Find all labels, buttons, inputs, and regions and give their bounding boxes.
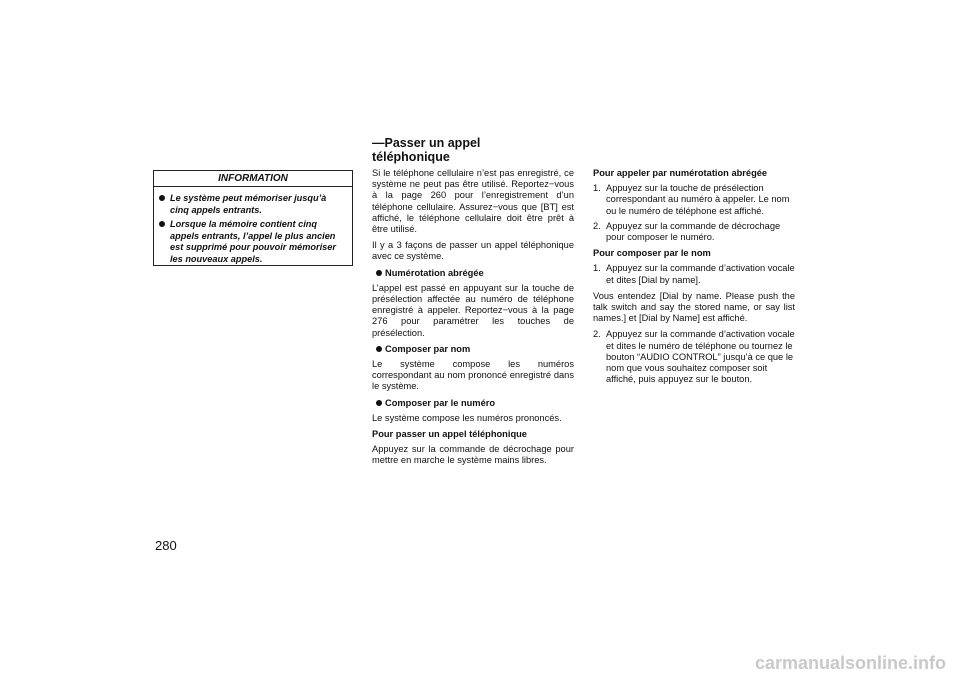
information-item-text: Lorsque la mémoire contient cinq appels entrants, l’appel le plus ancien est supprimé pour pouvoir mémoriser les nouveaux appels. [170, 219, 336, 264]
method-by-number-text: Le système compose les numéros prononcés. [372, 412, 562, 423]
step-text: Appuyez sur la commande de décrochage pour composer le numéro. [606, 220, 781, 243]
dial-by-name-heading: Pour composer par le nom [593, 248, 711, 259]
dial-by-name-steps [593, 263, 795, 285]
step-number: 1. [593, 263, 601, 274]
method-by-name-title: Composer par nom [372, 344, 574, 355]
step-number: 2. [593, 220, 601, 231]
place-call-heading: Pour passer un appel téléphonique [372, 429, 527, 440]
information-title: INFORMATION [154, 171, 352, 187]
intro-paragraph: Il y a 3 façons de passer un appel téléphonique avec ce système. [372, 240, 574, 262]
method-by-number-title: Composer par le numéro [372, 398, 574, 409]
section-title: —Passer un appel téléphonique [372, 136, 481, 164]
information-item [159, 193, 347, 216]
place-call-text: Appuyez sur la commande de décrochage pour mettre en marche le système mains libres. [372, 444, 574, 466]
bullet-icon [376, 400, 382, 406]
step-item [593, 221, 795, 243]
page-number: 280 [155, 538, 177, 553]
step-number: 2. [593, 329, 601, 340]
step-number: 1. [593, 183, 601, 194]
step-item [593, 263, 795, 285]
information-item-text: Le système peut mémoriser jusqu’à cinq appels entrants. [170, 193, 327, 215]
bullet-icon [159, 195, 165, 201]
information-box [153, 170, 353, 266]
information-item [159, 219, 347, 265]
text-column-2 [593, 168, 795, 390]
speed-dial-heading: Pour appeler par numérotation abrégée [593, 168, 768, 178]
method-by-name-text: Le système compose les numéros correspondant au nom prononcé enregistré dans le système. [372, 359, 574, 392]
bullet-icon [376, 346, 382, 352]
dial-by-name-note: Vous entendez [Dial by name. Please push the talk switch and say the stored name, or say list names.] et [Dial by Name] est affiché. [593, 290, 795, 324]
watermark: carmanualsonline.info [754, 653, 946, 673]
step-text: Appuyez sur la touche de présélection correspondant au numéro à appeler. Le nom ou le numéro de téléphone est affiché. [606, 183, 790, 216]
intro-paragraph: Si le téléphone cellulaire n’est pas enregistré, ce système ne peut pas être utilisé. Reportez−vous à la page 260 pour l’enregistrement d’un téléphone cellulaire. Assurez−vous que [BT] est affiché, le téléphone cellulaire doit être prêt à être utilisé. [372, 168, 574, 235]
text-column-1 [372, 168, 574, 472]
step-text: Appuyez sur la commande d’activation vocale et dites [Dial by name]. [606, 263, 795, 285]
speed-dial-steps [593, 183, 795, 243]
dial-by-name-steps-cont [593, 329, 795, 385]
information-list [154, 193, 352, 265]
method-speed-dial-title: Numérotation abrégée [372, 268, 574, 279]
step-text: Appuyez sur la commande d’activation vocale et dites le numéro de téléphone ou tournez le bouton “AUDIO CONTROL” jusqu’à ce que le nom que vous souhaitez composer soit affiché, puis appuyez sur le bouton. [606, 329, 795, 385]
bullet-icon [159, 221, 165, 227]
bullet-icon [376, 270, 382, 276]
step-item [593, 183, 795, 217]
step-item [593, 329, 795, 385]
method-speed-dial-text: L’appel est passé en appuyant sur la touche de présélection affectée au numéro de téléphone enregistré à appeler. Reportez−vous à la page 276 pour paramétrer les touches de présélection. [372, 282, 574, 338]
